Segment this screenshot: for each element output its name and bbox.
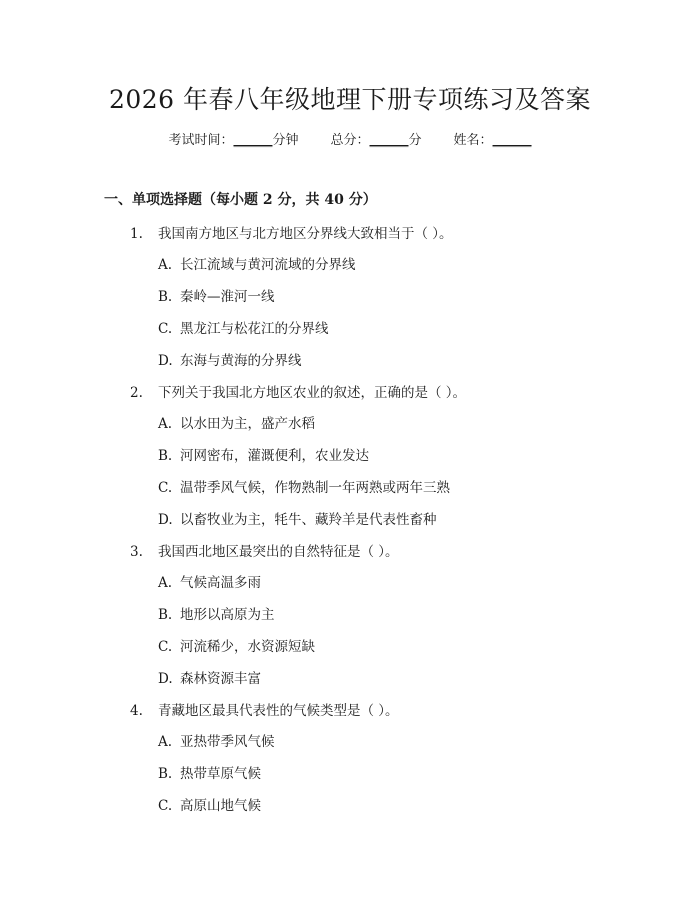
- option-letter: A.: [158, 734, 173, 750]
- question-stem: [0, 222, 700, 253]
- option-d: [0, 667, 700, 699]
- question-text: 下列关于我国北方地区农业的叙述，正确的是（ ）。: [158, 385, 467, 401]
- question-4: [0, 699, 700, 826]
- exam-info: [0, 130, 700, 152]
- question-3: [0, 540, 700, 699]
- exam-time-blank: ______: [233, 133, 273, 148]
- option-letter: B.: [158, 607, 173, 623]
- option-text: 河网密布，灌溉便利，农业发达: [180, 448, 369, 464]
- student-name-label: 姓名：: [453, 133, 493, 148]
- option-text: 亚热带季风气候: [180, 734, 275, 750]
- option-text: 森林资源丰富: [180, 671, 261, 687]
- option-c: [0, 635, 700, 667]
- total-score-label: 总分：: [330, 133, 370, 148]
- student-name-field: [454, 130, 532, 152]
- option-letter: C.: [158, 798, 173, 814]
- option-b: [0, 603, 700, 635]
- option-b: [0, 762, 700, 794]
- question-stem: [0, 699, 700, 730]
- option-d: [0, 508, 700, 540]
- option-b: [0, 285, 700, 317]
- option-text: 长江流域与黄河流域的分界线: [180, 257, 356, 273]
- question-stem: [0, 381, 700, 412]
- option-c: [0, 794, 700, 826]
- option-letter: A.: [158, 257, 173, 273]
- option-text: 热带草原气候: [180, 766, 261, 782]
- option-c: [0, 317, 700, 349]
- option-letter: D.: [158, 671, 173, 687]
- option-letter: A.: [158, 575, 173, 591]
- option-c: [0, 476, 700, 508]
- student-name-blank: ______: [492, 133, 532, 148]
- option-text: 黑龙江与松花江的分界线: [180, 321, 329, 337]
- page-title: 2026 年春八年级地理下册专项练习及答案: [108, 85, 592, 114]
- option-letter: C.: [158, 321, 173, 337]
- question-text: 我国西北地区最突出的自然特征是（ ）。: [158, 544, 399, 560]
- option-letter: A.: [158, 416, 173, 432]
- question-number: 3.: [130, 544, 143, 560]
- question-1: [0, 222, 700, 381]
- option-a: [0, 253, 700, 285]
- option-text: 东海与黄海的分界线: [180, 353, 302, 369]
- question-number: 1.: [130, 226, 143, 242]
- option-letter: D.: [158, 353, 173, 369]
- exam-time-label: 考试时间：: [168, 133, 234, 148]
- option-letter: B.: [158, 289, 173, 305]
- total-score-field: [330, 130, 421, 152]
- question-text: 青藏地区最具代表性的气候类型是（ ）。: [158, 703, 399, 719]
- option-letter: C.: [158, 639, 173, 655]
- total-score-unit: 分: [408, 133, 422, 148]
- total-score-blank: ______: [369, 133, 409, 148]
- option-a: [0, 571, 700, 603]
- option-text: 高原山地气候: [180, 798, 261, 814]
- option-text: 河流稀少，水资源短缺: [180, 639, 315, 655]
- option-text: 以畜牧业为主，牦牛、藏羚羊是代表性畜种: [180, 512, 437, 528]
- section-heading: 一、单项选择题（每小题 2 分，共 40 分）: [104, 192, 377, 208]
- exam-time-field: [168, 130, 298, 152]
- option-letter: C.: [158, 480, 173, 496]
- exam-time-unit: 分钟: [272, 133, 299, 148]
- question-list: [0, 222, 700, 826]
- question-text: 我国南方地区与北方地区分界线大致相当于（ ）。: [158, 226, 453, 242]
- option-text: 秦岭—淮河一线: [180, 289, 275, 305]
- option-letter: B.: [158, 766, 173, 782]
- question-number: 4.: [130, 703, 143, 719]
- option-text: 气候高温多雨: [180, 575, 261, 591]
- option-a: [0, 412, 700, 444]
- option-b: [0, 444, 700, 476]
- option-text: 地形以高原为主: [180, 607, 275, 623]
- question-number: 2.: [130, 385, 143, 401]
- option-letter: B.: [158, 448, 173, 464]
- option-letter: D.: [158, 512, 173, 528]
- question-2: [0, 381, 700, 540]
- option-d: [0, 349, 700, 381]
- question-stem: [0, 540, 700, 571]
- option-text: 温带季风气候，作物熟制一年两熟或两年三熟: [180, 480, 450, 496]
- option-text: 以水田为主，盛产水稻: [180, 416, 315, 432]
- option-a: [0, 730, 700, 762]
